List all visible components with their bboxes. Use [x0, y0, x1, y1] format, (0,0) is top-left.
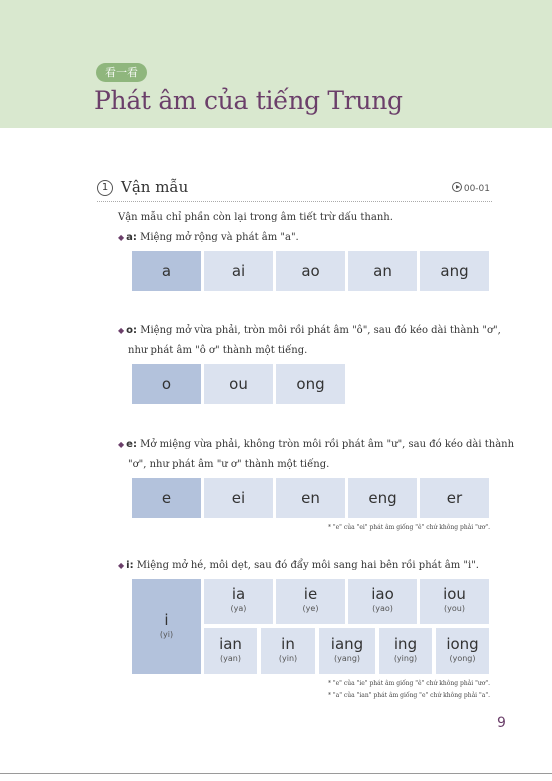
i-row1-cell-1 — [276, 579, 345, 624]
e-desc-2: "ơ", như phát âm "ư ơ" thành một tiếng. — [128, 459, 330, 470]
a-description — [118, 230, 299, 245]
i-row2-cell-0 — [204, 628, 257, 674]
o-description — [118, 323, 501, 338]
page-number: 9 — [497, 715, 506, 731]
i-row2-cell-4 — [436, 628, 489, 674]
i-row1-pinyin: iou — [443, 585, 466, 603]
a-label: a: — [126, 232, 137, 243]
i-row2-sub: (ying) — [393, 654, 418, 663]
diamond-bullet-icon: ◆ — [118, 233, 125, 242]
i-row2-pinyin: iang — [330, 635, 364, 653]
i-row1-cell-2 — [348, 579, 417, 624]
i-row2-cell-3 — [379, 628, 432, 674]
o-desc-2: như phát âm "ô ơ" thành một tiếng. — [128, 345, 308, 356]
diamond-bullet-icon: ◆ — [118, 440, 125, 449]
i-note-2: * "a" của "ian" phát âm giống "e" chứ không phải "a". — [327, 692, 490, 699]
i-row2-sub: (yan) — [220, 654, 241, 663]
diamond-bullet-icon: ◆ — [118, 561, 125, 570]
e-cell-3: eng — [348, 478, 417, 518]
intro-text: Vận mẫu chỉ phần còn lại trong âm tiết trừ dấu thanh. — [118, 212, 393, 223]
i-desc: Miệng mở hé, môi dẹt, sau đó đẩy môi sang hai bên rồi phát âm "i". — [136, 560, 479, 571]
bottom-divider — [0, 773, 552, 774]
i-row2-sub: (yang) — [333, 654, 361, 663]
i-main-pinyin: i — [164, 611, 169, 629]
i-row2-cell-2 — [319, 628, 375, 674]
o-cell-2: ong — [276, 364, 345, 404]
a-cell-2: ao — [276, 251, 345, 291]
o-cell-1: ou — [204, 364, 273, 404]
e-label: e: — [126, 439, 137, 450]
i-row2-cell-1 — [261, 628, 315, 674]
o-label: o: — [126, 325, 138, 336]
a-cell-0: a — [132, 251, 201, 291]
section-number: 1 — [97, 180, 113, 196]
e-note: * "e" của "ei" phát âm giống "ê" chứ không phải "ươ". — [327, 524, 490, 531]
i-row2-pinyin: in — [281, 635, 295, 653]
i-row2-pinyin: iong — [446, 635, 479, 653]
i-row1-cell-0 — [204, 579, 273, 624]
i-row1-sub: (you) — [444, 604, 465, 613]
e-cell-1: ei — [204, 478, 273, 518]
a-cell-3: an — [348, 251, 417, 291]
a-desc: Miệng mở rộng và phát âm "a". — [140, 232, 299, 243]
i-row1-pinyin: ie — [303, 585, 318, 603]
i-row2-sub: (yong) — [449, 654, 476, 663]
audio-track[interactable] — [452, 182, 490, 194]
header-tag: 看一看 — [96, 63, 147, 82]
o-cell-0: o — [132, 364, 201, 404]
audio-track-label: 00-01 — [463, 184, 490, 194]
diamond-bullet-icon: ◆ — [118, 326, 125, 335]
i-row1-pinyin: iao — [371, 585, 394, 603]
o-desc-1: Miệng mở vừa phải, tròn môi rồi phát âm "ô", sau đó kéo dài thành "ơ", — [140, 325, 501, 336]
i-row1-sub: (ya) — [230, 604, 247, 613]
i-row1-sub: (yao) — [372, 604, 393, 613]
i-main-sub: (yi) — [159, 630, 174, 639]
e-cell-0: e — [132, 478, 201, 518]
i-row1-pinyin: ia — [231, 585, 246, 603]
i-cell-main — [132, 579, 201, 674]
section-header — [97, 178, 492, 202]
a-cell-1: ai — [204, 251, 273, 291]
play-icon[interactable] — [452, 182, 462, 192]
e-description — [118, 437, 514, 452]
a-cell-4: ang — [420, 251, 489, 291]
i-row2-pinyin: ing — [393, 635, 418, 653]
i-note-1: * "e" của "ie" phát âm giống "ê" chứ không phải "ươ". — [327, 680, 490, 687]
e-desc-1: Mở miệng vừa phải, không tròn môi rồi phát âm "ư", sau đó kéo dài thành — [140, 439, 515, 450]
i-row1-cell-3 — [420, 579, 489, 624]
i-row2-sub: (yin) — [278, 654, 298, 663]
i-description — [118, 558, 479, 573]
page-title: Phát âm của tiếng Trung — [94, 86, 403, 115]
e-cell-4: er — [420, 478, 489, 518]
section-title: Vận mẫu — [121, 178, 189, 196]
e-cell-2: en — [276, 478, 345, 518]
i-label: i: — [126, 560, 134, 571]
i-row2-pinyin: ian — [219, 635, 242, 653]
i-row1-sub: (ye) — [302, 604, 319, 613]
